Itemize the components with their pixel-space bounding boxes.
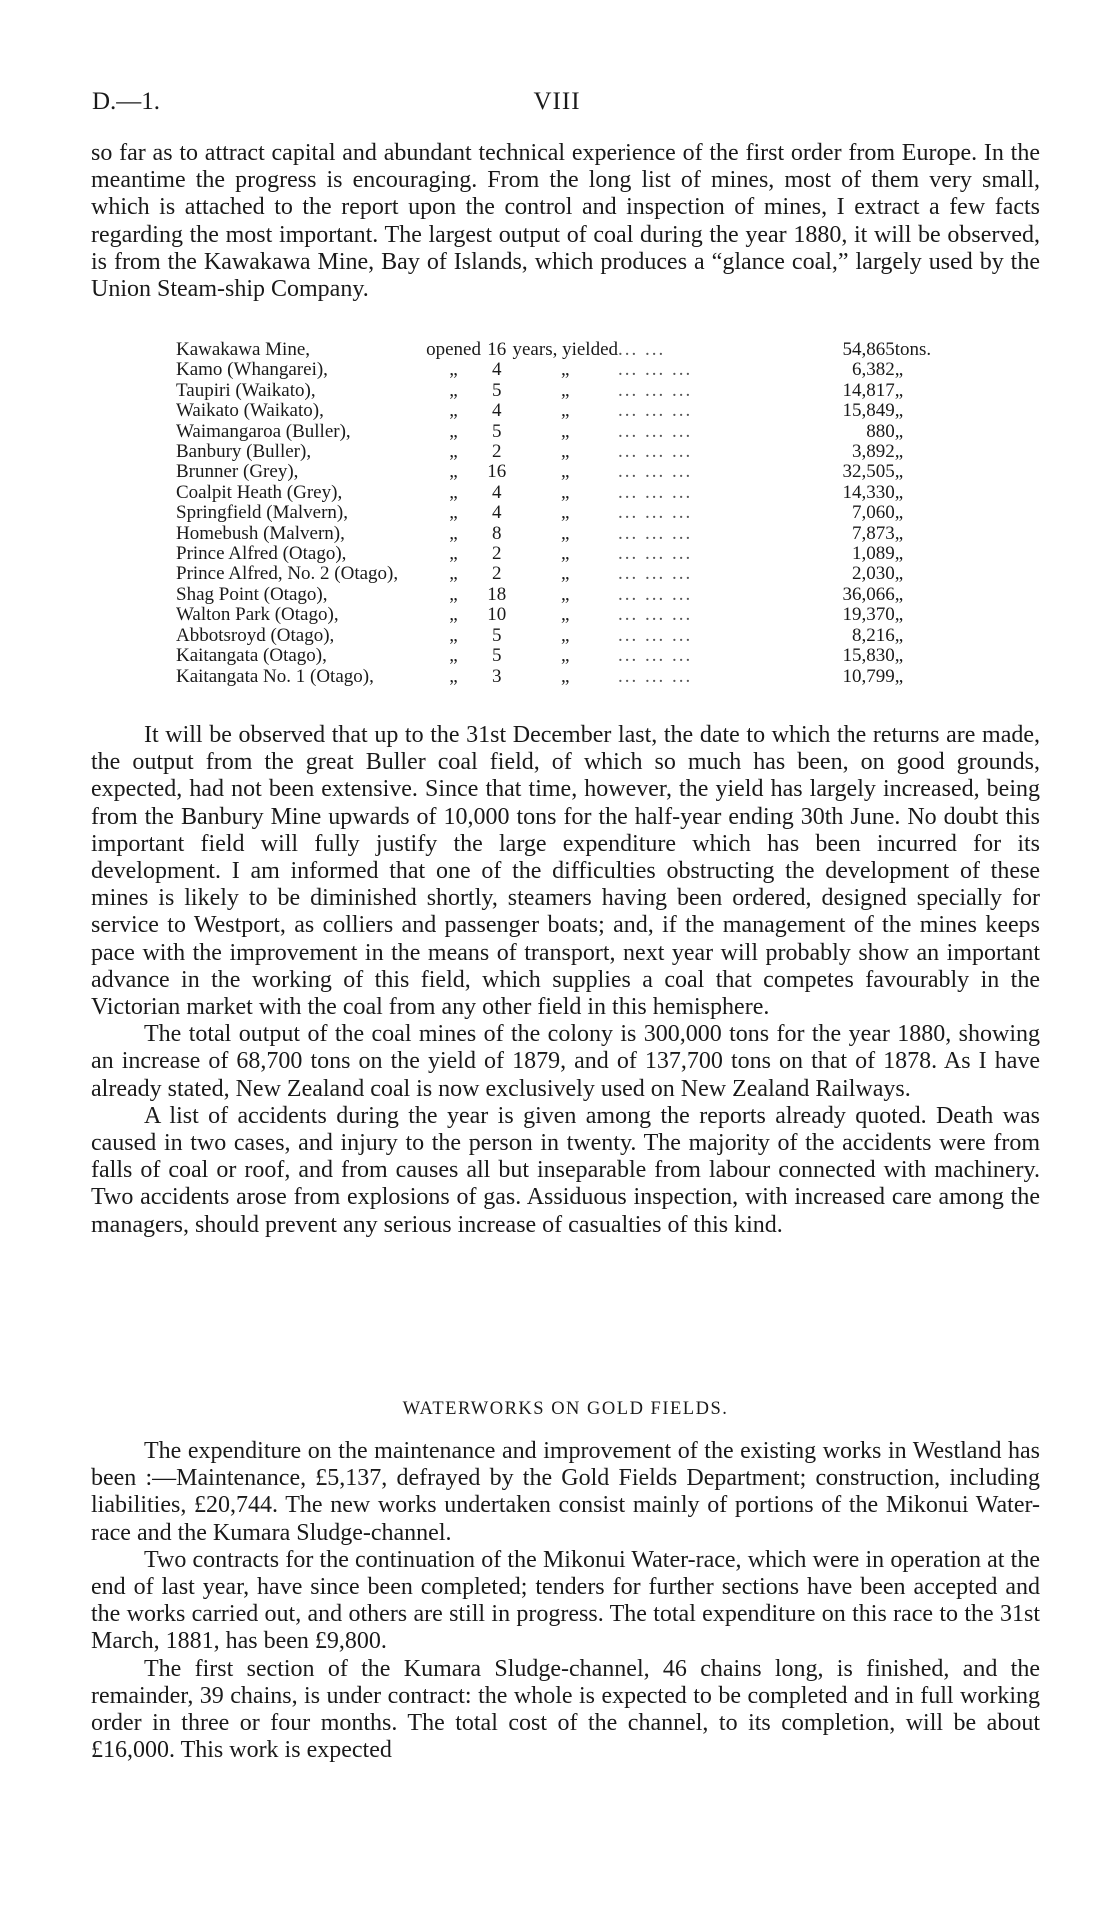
years-open: 4 [491, 400, 502, 422]
mine-row [176, 626, 956, 646]
yielded-mark: „ [561, 583, 570, 605]
intro-paragraph-block [91, 140, 1040, 303]
opened-mark: „ [449, 563, 458, 585]
opened-mark: „ [449, 420, 458, 442]
mine-name: Prince Alfred (Otago), [176, 543, 347, 565]
tons-unit: „ [894, 624, 904, 646]
yielded-mark: „ [561, 563, 570, 585]
yielded-mark: „ [561, 481, 570, 503]
tons-unit: „ [894, 543, 904, 565]
tons-yield: 36,066 [842, 583, 895, 605]
tons-yield: 14,330 [842, 481, 895, 503]
yielded-mark: „ [561, 461, 570, 483]
body-paragraph: The total output of the coal mines of the colony is 300,000 tons for the year 1880, showing an increase of 68,700 tons on the yield of 1879, and of 137,700 tons on that of 1878. As I have already stated, New Zealand coal is now exclusively used on New Zealand Railways. [91, 1021, 1040, 1102]
tons-unit: „ [894, 604, 904, 626]
mine-row [176, 605, 956, 625]
mine-row [176, 667, 956, 687]
mine-row [176, 360, 956, 380]
mine-name: Springfield (Malvern), [176, 502, 349, 524]
years-open: 2 [491, 441, 502, 463]
tons-yield: 19,370 [842, 604, 895, 626]
mine-name: Waimangaroa (Buller), [176, 420, 351, 442]
opened-mark: „ [449, 665, 458, 687]
tons-yield: 880 [866, 420, 895, 442]
yielded-mark: „ [561, 645, 570, 667]
mine-row [176, 483, 956, 503]
tons-yield: 1,089 [852, 543, 895, 565]
yielded-mark: „ [561, 543, 570, 565]
document-reference: D.—1. [92, 88, 161, 115]
section-heading: WATERWORKS ON GOLD FIELDS. [402, 1399, 729, 1419]
leader-dots: ... ... ... [618, 563, 693, 585]
tons-unit: „ [894, 665, 904, 687]
tons-unit: „ [894, 420, 904, 442]
leader-dots: ... ... ... [618, 543, 693, 565]
yielded-mark: „ [561, 359, 570, 381]
tons-unit: „ [894, 583, 904, 605]
mine-name: Brunner (Grey), [176, 461, 299, 483]
yielded-mark: „ [561, 604, 570, 626]
mine-name: Waikato (Waikato), [176, 400, 324, 422]
years-open: 16 [487, 461, 507, 483]
tons-yield: 6,382 [852, 359, 895, 381]
yielded-mark: „ [561, 522, 570, 544]
tons-yield: 8,216 [852, 624, 895, 646]
opened-mark: „ [449, 502, 458, 524]
leader-dots: ... ... [618, 339, 666, 360]
years-open: 4 [491, 359, 502, 381]
opened-mark: „ [449, 400, 458, 422]
years-open: 3 [491, 665, 502, 687]
leader-dots: ... ... ... [618, 441, 693, 463]
leader-dots: ... ... ... [618, 359, 693, 381]
opened-mark: „ [449, 461, 458, 483]
years-open: 2 [491, 563, 502, 585]
tons-unit: „ [894, 645, 904, 667]
tons-unit: „ [894, 481, 904, 503]
mine-name: Abbotsroyd (Otago), [176, 624, 335, 646]
years-open: 5 [491, 645, 502, 667]
mine-row [176, 422, 956, 442]
yielded-mark: „ [561, 502, 570, 524]
years-open: 18 [487, 583, 507, 605]
tons-yield: 10,799 [842, 665, 895, 687]
years-open: 16 [487, 339, 507, 360]
yielded-mark: „ [561, 379, 570, 401]
mine-name: Taupiri (Waikato), [176, 379, 316, 401]
opened-mark: „ [449, 359, 458, 381]
yielded-mark: „ [561, 420, 570, 442]
tons-unit: „ [894, 379, 904, 401]
tons-yield: 14,817 [842, 379, 895, 401]
tons-yield: 7,873 [852, 522, 895, 544]
body-paragraphs [91, 722, 1040, 1239]
leader-dots: ... ... ... [618, 665, 693, 687]
leader-dots: ... ... ... [618, 481, 693, 503]
coal-mines-table [176, 340, 956, 687]
tons-unit: „ [894, 461, 904, 483]
opened-mark: „ [449, 645, 458, 667]
opened-mark: „ [449, 481, 458, 503]
mine-row [176, 503, 956, 523]
years-open: 10 [487, 604, 507, 626]
mine-name: Kaitangata (Otago), [176, 645, 327, 667]
tons-unit: „ [894, 441, 904, 463]
opened-mark: „ [449, 624, 458, 646]
years-open: 5 [491, 624, 502, 646]
years-open: 5 [491, 379, 502, 401]
leader-dots: ... ... ... [618, 522, 693, 544]
years-open: 4 [491, 502, 502, 524]
page-number: VIII [533, 88, 581, 115]
years-open: 4 [491, 481, 502, 503]
leader-dots: ... ... ... [618, 583, 693, 605]
mine-row [176, 544, 956, 564]
leader-dots: ... ... ... [618, 461, 693, 483]
tons-unit: „ [894, 563, 904, 585]
opened-mark: „ [449, 543, 458, 565]
mine-name: Kaitangata No. 1 (Otago), [176, 665, 374, 687]
body-paragraph: A list of accidents during the year is given among the reports already quoted. Death was caused in two cases, and injury to the person in twenty. The majority of the accidents were from falls of coal or roof, and from causes all but inseparable from labour connected with machinery. Two accidents arose from explosions of gas. Assiduous inspection, with increased care among the managers, should prevent any serious increase of casualties of this kind. [91, 1102, 1040, 1238]
leader-dots: ... ... ... [618, 420, 693, 442]
tons-yield: 15,849 [842, 400, 895, 422]
waterworks-section [91, 1396, 1040, 1764]
mine-row [176, 646, 956, 666]
opened-mark: „ [449, 604, 458, 626]
yielded-mark: „ [561, 400, 570, 422]
opened-mark: opened [426, 339, 481, 360]
years-open: 8 [491, 522, 502, 544]
years-open: 5 [491, 420, 502, 442]
mine-row [176, 340, 956, 360]
mine-name: Kawakawa Mine, [176, 339, 311, 360]
mine-row [176, 564, 956, 584]
tons-unit: „ [894, 522, 904, 544]
leader-dots: ... ... ... [618, 379, 693, 401]
tons-yield: 2,030 [852, 563, 895, 585]
mine-row [176, 401, 956, 421]
section-paragraph: The expenditure on the maintenance and improvement of the existing works in Westland has been :—Maintenance, £5,137, defrayed by the Gold Fields Department; construction, including liabilities, £20,744. The new works undertaken consist mainly of portions of the Mikonui Water-race and the Kumara Sludge-channel. [91, 1438, 1040, 1546]
tons-unit: „ [894, 502, 904, 524]
opened-mark: „ [449, 379, 458, 401]
yielded-mark: „ [561, 441, 570, 463]
tons-yield: 54,865 [842, 339, 895, 360]
mine-name: Homebush (Malvern), [176, 522, 345, 544]
mine-row [176, 462, 956, 482]
yielded-mark: years, yielded [512, 339, 619, 360]
intro-paragraph: so far as to attract capital and abundant technical experience of the first order from Europe. In the meantime the progress is encouraging. From the long list of mines, most of them very small, which is attached to the report upon the control and inspection of mines, I extract a few facts regarding the most important. The largest output of coal during the year 1880, it will be observed, is from the Kawakawa Mine, Bay of Islands, which produces a “glance coal,” largely used by the Union Steam-ship Company. [91, 140, 1040, 303]
mine-name: Prince Alfred, No. 2 (Otago), [176, 563, 399, 585]
leader-dots: ... ... ... [618, 624, 693, 646]
mine-row [176, 524, 956, 544]
opened-mark: „ [449, 583, 458, 605]
leader-dots: ... ... ... [618, 645, 693, 667]
leader-dots: ... ... ... [618, 604, 693, 626]
tons-yield: 7,060 [852, 502, 895, 524]
tons-yield: 3,892 [852, 441, 895, 463]
mine-name: Walton Park (Otago), [176, 604, 339, 626]
leader-dots: ... ... ... [618, 502, 693, 524]
section-paragraph: Two contracts for the continuation of the Mikonui Water-race, which were in operation at the end of last year, have since been completed; tenders for further sections have been accepted and the works carried out, and others are still in progress. The total expenditure on this race to the 31st March, 1881, has been £9,800. [91, 1546, 1040, 1655]
page-header [92, 88, 1022, 124]
yielded-mark: „ [561, 624, 570, 646]
years-open: 2 [491, 543, 502, 565]
tons-yield: 15,830 [842, 645, 895, 667]
opened-mark: „ [449, 441, 458, 463]
leader-dots: ... ... ... [618, 400, 693, 422]
mine-name: Shag Point (Otago), [176, 583, 328, 605]
mine-row [176, 381, 956, 401]
tons-unit: „ [894, 400, 904, 422]
yielded-mark: „ [561, 665, 570, 687]
tons-unit: tons. [894, 339, 932, 360]
mine-name: Kamo (Whangarei), [176, 359, 328, 381]
body-paragraph: It will be observed that up to the 31st December last, the date to which the returns are made, the output from the great Buller coal field, of which so much has been, on good grounds, expected, had not been extensive. Since that time, however, the yield has largely increased, being from the Banbury Mine upwards of 10,000 tons for the half-year ending 30th June. No doubt this important field will fully justify the large expenditure which has been incurred for its development. I am informed that one of the difficulties obstructing the development of these mines is likely to be diminished shortly, steamers having been ordered, designed specially for service to Westport, as colliers and passenger boats; and, if the management of the mines keeps pace with the improvement in the means of transport, next year will probably show an important advance in the working of this field, which supplies a coal that competes favourably in the Victorian market with the coal from any other field in this hemisphere. [91, 722, 1040, 1021]
mine-row [176, 442, 956, 462]
mine-row [176, 585, 956, 605]
tons-yield: 32,505 [842, 461, 895, 483]
mine-name: Coalpit Heath (Grey), [176, 481, 343, 503]
section-paragraph: The first section of the Kumara Sludge-channel, 46 chains long, is finished, and the remainder, 39 chains, is under contract: the whole is expected to be completed and in full working order in three or four months. The total cost of the channel, to its completion, will be about £16,000. This work is expected [91, 1655, 1040, 1764]
mine-name: Banbury (Buller), [176, 441, 312, 463]
tons-unit: „ [894, 359, 904, 381]
opened-mark: „ [449, 522, 458, 544]
